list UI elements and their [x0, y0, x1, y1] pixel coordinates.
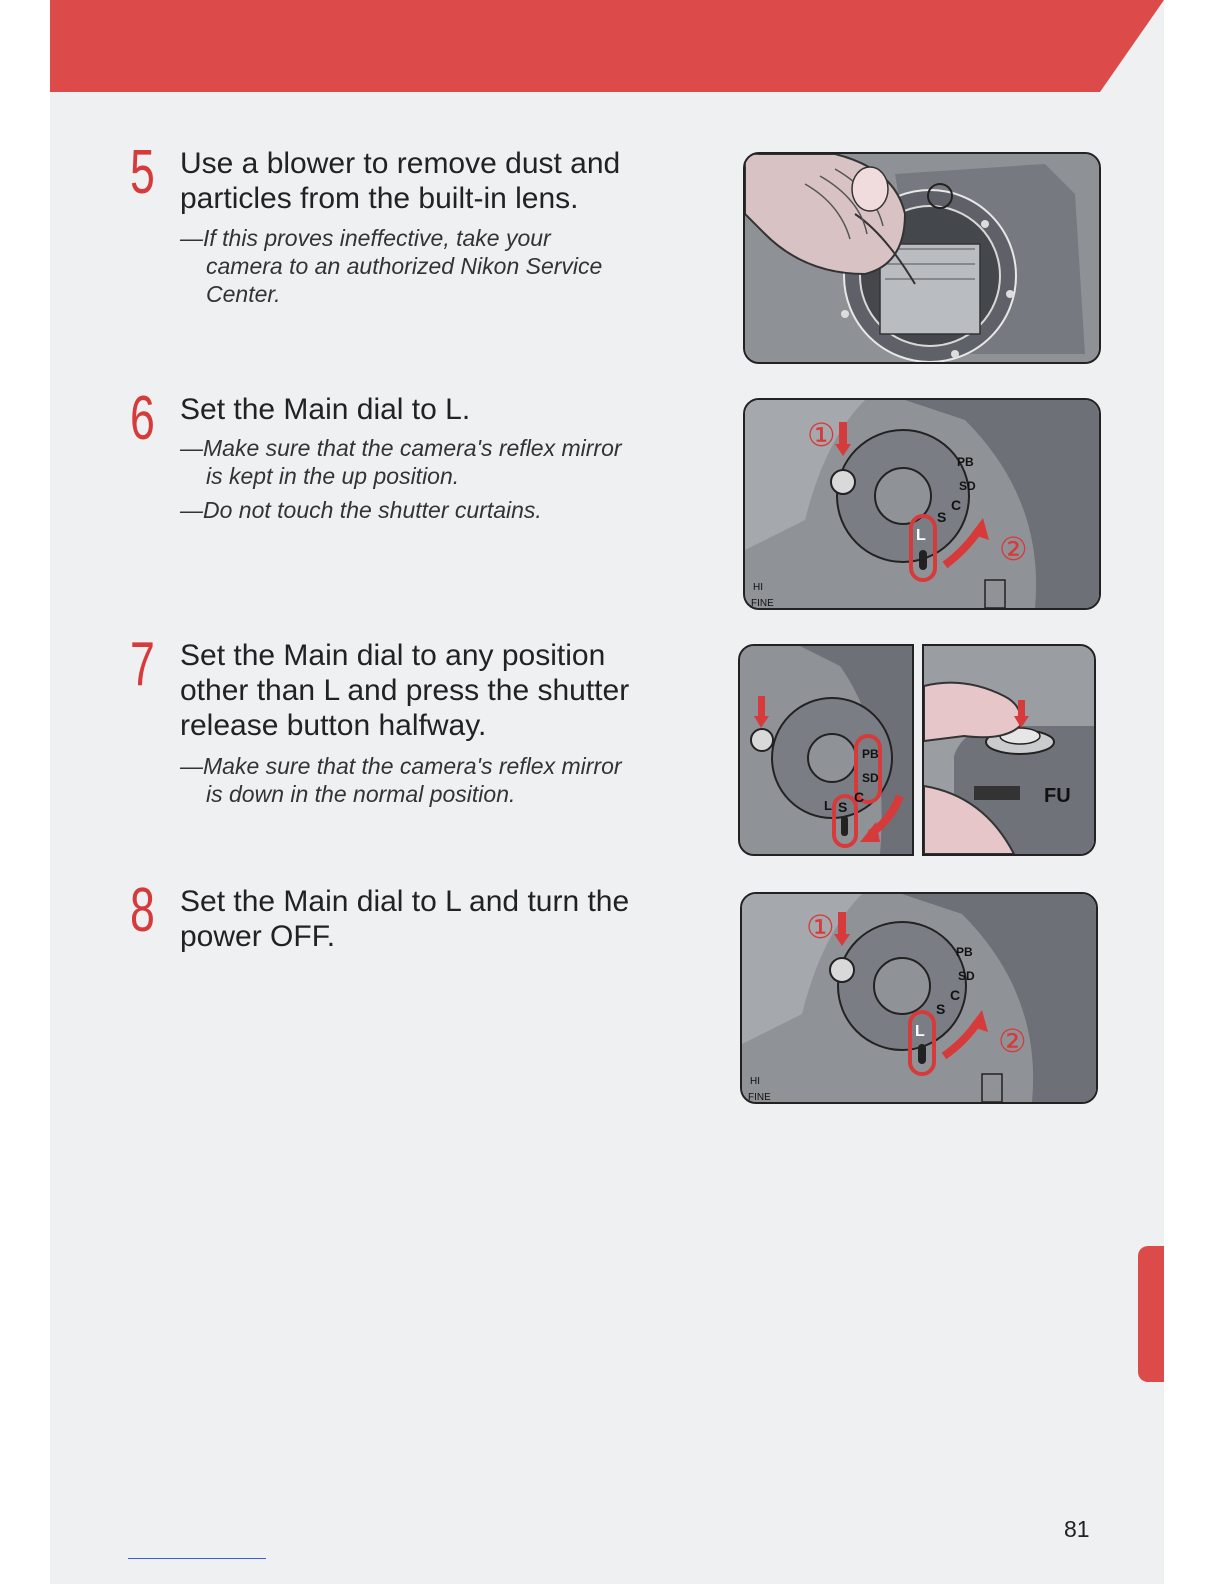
- dial-label-s: S: [936, 1001, 946, 1017]
- step-title: Set the Main dial to any position other than L and press the shutter release button halfway.: [180, 639, 630, 742]
- dial-label-c: C: [854, 789, 865, 805]
- dial-label-sd: SD: [862, 771, 879, 785]
- dial-label-pb: PB: [862, 747, 879, 761]
- manual-page: [50, 0, 1164, 1584]
- dial-label-l: L: [824, 798, 832, 813]
- page-number: 81: [1064, 1516, 1090, 1542]
- dial-label-pb: PB: [957, 455, 974, 469]
- step-number: 8: [130, 876, 155, 945]
- step-title: Set the Main dial to L and turn the power OFF.: [180, 885, 630, 953]
- dial-label-s: S: [937, 509, 947, 525]
- step-note: —If this proves ineffective, take your camera to an authorized Nikon Service Center.: [180, 225, 603, 307]
- label-hi: HI: [753, 582, 763, 593]
- blower-illustration: [743, 152, 1101, 364]
- footer-rule: [128, 1558, 266, 1559]
- header-band: [50, 0, 1164, 92]
- step-title: Use a blower to remove dust and particles from the built-in lens.: [180, 147, 621, 215]
- dial-label-s: S: [838, 799, 848, 815]
- callout-2: ②: [999, 531, 1028, 567]
- step-note: —Make sure that the camera's reflex mirror is down in the normal position.: [180, 753, 622, 807]
- callout-2: ②: [998, 1023, 1027, 1059]
- main-dial-illustration: [743, 398, 1101, 610]
- dial-position-illustration: [738, 644, 914, 856]
- dial-label-l: L: [916, 527, 926, 544]
- step-title: Set the Main dial to L.: [180, 393, 471, 426]
- callout-1: ①: [806, 909, 835, 945]
- dial-label-pb: PB: [956, 945, 973, 959]
- section-tab: [1138, 1246, 1164, 1382]
- step-note: —Make sure that the camera's reflex mirror is kept in the up position. —Do not touch the shutter curtains.: [180, 435, 622, 523]
- dial-label-sd: SD: [958, 969, 975, 983]
- shutter-press-illustration: [922, 644, 1096, 856]
- dial-label-sd: SD: [959, 479, 976, 493]
- step-number: 7: [130, 630, 155, 699]
- power-off-illustration: [740, 892, 1098, 1104]
- step-number: 6: [130, 384, 155, 453]
- label-hi: HI: [750, 1076, 760, 1087]
- callout-1: ①: [807, 417, 836, 453]
- label-fine: FINE: [751, 598, 774, 608]
- step-number: 5: [130, 138, 155, 207]
- dial-label-l: L: [915, 1023, 925, 1040]
- dial-label-c: C: [950, 987, 961, 1003]
- brand-label: FU: [1044, 785, 1071, 807]
- dial-label-c: C: [951, 497, 962, 513]
- label-fine: FINE: [748, 1092, 771, 1102]
